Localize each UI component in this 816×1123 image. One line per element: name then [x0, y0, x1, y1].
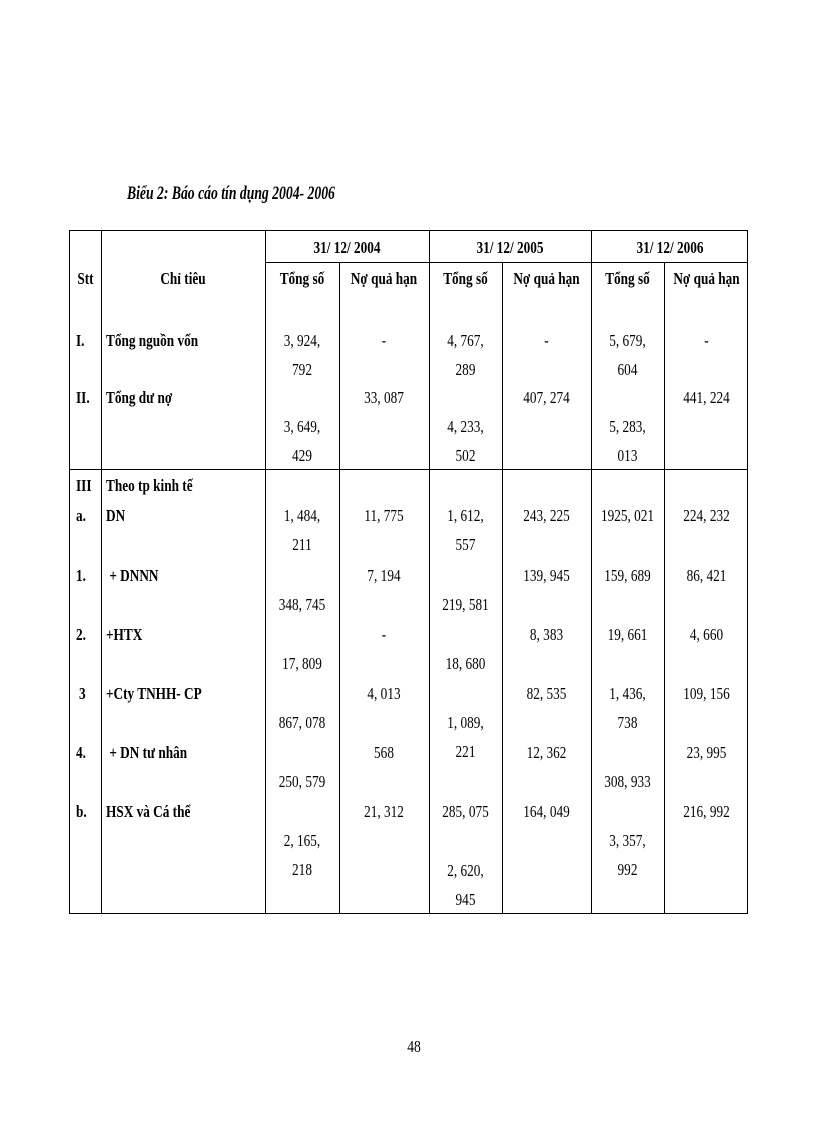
- cell-2006-no-qua-han: 109, 156: [683, 684, 730, 703]
- cell-2006-no-qua-han: -: [704, 331, 709, 350]
- cell-2005-tong-so: 1, 089, 221: [447, 713, 484, 761]
- cell-2004-no-qua-han: -: [381, 331, 387, 350]
- col-divider: [101, 231, 102, 913]
- cell-2004-tong-so: 2, 165, 218: [283, 831, 321, 879]
- cell-2006-tong-so: 5, 283, 013: [609, 417, 646, 465]
- cell-2005-tong-so: 4, 767, 289: [447, 331, 484, 379]
- row-stt: 3: [79, 684, 86, 703]
- cell-2005-no-qua-han: 243, 225: [523, 506, 570, 525]
- cell-2006-no-qua-han: 23, 995: [686, 743, 727, 762]
- cell-2006-no-qua-han: 441, 224: [683, 388, 730, 407]
- cell-2006-tong-so: 1925, 021: [600, 506, 655, 525]
- cell-2005-no-qua-han: 8, 383: [529, 625, 564, 644]
- header-year-2005: 31/ 12/ 2005: [476, 238, 544, 257]
- col-divider: [664, 262, 665, 913]
- cell-2005-no-qua-han: 12, 362: [526, 743, 567, 762]
- col-divider: [429, 231, 430, 913]
- cell-2005-no-qua-han: 139, 945: [523, 566, 570, 585]
- header-chi-tieu: Chỉ tiêu: [160, 269, 206, 288]
- row-divider: [265, 262, 747, 263]
- header-no-qua-han-2004: Nợ quả hạn: [350, 269, 418, 288]
- row-stt: III: [76, 476, 92, 495]
- row-stt: II.: [76, 388, 90, 407]
- row-label: + DNNN: [106, 566, 159, 585]
- col-divider: [339, 262, 340, 913]
- cell-2004-tong-so: 867, 078: [278, 713, 326, 732]
- table-caption: Biểu 2: Báo cáo tín dụng 2004- 2006: [127, 183, 335, 204]
- cell-2004-tong-so: 3, 649, 429: [283, 417, 321, 465]
- cell-2005-tong-so: 219, 581: [442, 595, 489, 614]
- row-label: Theo tp kinh tế: [106, 476, 193, 495]
- cell-2006-tong-so: 308, 933: [604, 772, 651, 791]
- row-stt: 1.: [76, 566, 86, 585]
- row-stt: 4.: [76, 743, 86, 762]
- row-label: Tổng dư nợ: [106, 388, 173, 407]
- cell-2004-no-qua-han: 568: [374, 743, 394, 762]
- cell-2004-no-qua-han: 4, 013: [367, 684, 401, 703]
- cell-2004-tong-so: 250, 579: [278, 772, 326, 791]
- header-year-2006: 31/ 12/ 2006: [636, 238, 704, 257]
- cell-2005-tong-so: 4, 233, 502: [447, 417, 484, 465]
- credit-report-table: [69, 230, 748, 914]
- header-no-qua-han-2005: Nợ quả hạn: [513, 269, 580, 288]
- cell-2006-tong-so: 1, 436, 738: [609, 684, 646, 732]
- cell-2005-no-qua-han: -: [544, 331, 549, 350]
- row-label: Tổng nguồn vốn: [106, 331, 199, 350]
- cell-2004-tong-so: 17, 809: [282, 654, 322, 673]
- cell-2006-no-qua-han: 216, 992: [683, 802, 730, 821]
- row-stt: a.: [76, 506, 86, 525]
- page-number: 48: [407, 1037, 421, 1056]
- row-label: + DN tư nhân: [106, 743, 188, 762]
- cell-2006-tong-so: 19, 661: [607, 625, 648, 644]
- header-tong-so-2005: Tổng số: [443, 269, 488, 288]
- cell-2004-no-qua-han: 33, 087: [364, 388, 404, 407]
- cell-2005-no-qua-han: 164, 049: [523, 802, 570, 821]
- row-label: +Cty TNHH- CP: [106, 684, 202, 703]
- cell-2006-no-qua-han: 4, 660: [689, 625, 724, 644]
- cell-2005-tong-so: 18, 680: [445, 654, 486, 673]
- row-stt: 2.: [76, 625, 86, 644]
- cell-2005-tong-so: 285, 075: [442, 802, 489, 821]
- cell-2006-tong-so: 3, 357, 992: [609, 831, 646, 879]
- row-stt: b.: [76, 802, 87, 821]
- cell-2004-tong-so: 348, 745: [278, 595, 326, 614]
- cell-2006-no-qua-han: 224, 232: [683, 506, 730, 525]
- cell-2006-tong-so: 159, 689: [604, 566, 651, 585]
- header-stt: Stt: [77, 269, 94, 288]
- cell-2005-tong-so: 1, 612, 557: [447, 506, 484, 554]
- col-divider: [502, 262, 503, 913]
- row-label: +HTX: [106, 625, 143, 644]
- cell-2004-no-qua-han: -: [381, 625, 387, 644]
- cell-2005-tong-so: 2, 620, 945: [447, 861, 484, 909]
- header-tong-so-2004: Tổng số: [279, 269, 325, 288]
- col-divider: [265, 231, 266, 913]
- row-label: DN: [106, 506, 126, 525]
- cell-2004-no-qua-han: 11, 775: [364, 506, 404, 525]
- row-label: HSX và Cá thể: [106, 802, 191, 821]
- cell-2004-no-qua-han: 7, 194: [367, 566, 401, 585]
- cell-2004-tong-so: 1, 484, 211: [283, 506, 321, 554]
- cell-2005-no-qua-han: 82, 535: [526, 684, 567, 703]
- cell-2004-no-qua-han: 21, 312: [364, 802, 404, 821]
- row-stt: I.: [76, 331, 85, 350]
- header-tong-so-2006: Tổng số: [605, 269, 650, 288]
- cell-2004-tong-so: 3, 924, 792: [283, 331, 321, 379]
- cell-2006-no-qua-han: 86, 421: [686, 566, 727, 585]
- header-no-qua-han-2006: Nợ quả hạn: [673, 269, 740, 288]
- header-year-2004: 31/ 12/ 2004: [313, 238, 381, 257]
- cell-2006-tong-so: 5, 679, 604: [609, 331, 646, 379]
- cell-2005-no-qua-han: 407, 274: [523, 388, 570, 407]
- col-divider: [591, 231, 592, 913]
